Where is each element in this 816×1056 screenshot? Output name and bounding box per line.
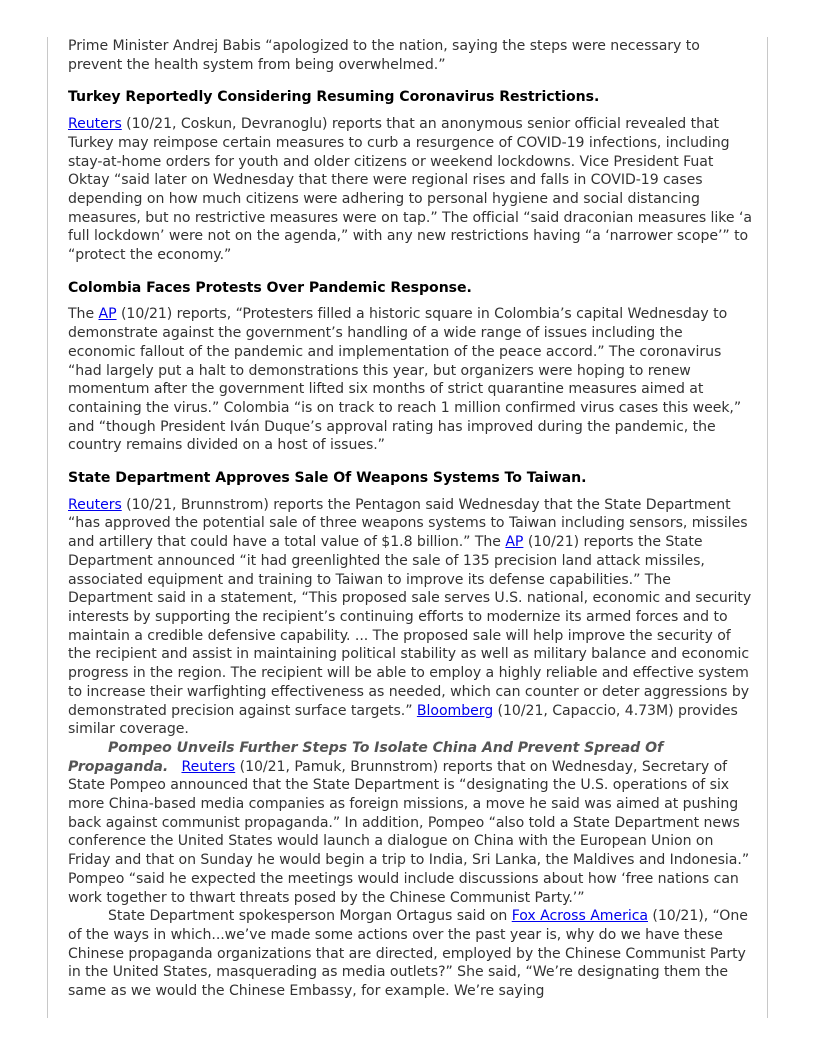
article-colombia-text: (10/21) reports, “Protesters filled a historic square in Colombia’s capital Wednesday to demonstrate against the government’s handling of a wide range of issues including the economic fallout of the pandemic and implementation of the peace accord.” The coronavirus “had largely put a halt to demonstrations this year, but organizers were hoping to renew momentum after the government lifted six months of strict quarantine measures aimed at containing the virus.” Colombia “is on track to reach 1 million confirmed virus cases this week,” and “though President Iván Duque’s approval rating has improved during the pandemic, the country remains divided on a host of issues.”: [68, 306, 742, 454]
article-pompeo-para2-text: (10/21), “One of the ways in which...we’ve made some actions over the past year is, why do we have these Chinese propaganda organizations that are directed, employed by the Chinese Communist Party in the United States, masquerading as media outlets?” She said, “We’re designating them the same as we would the Chinese Embassy, for example. We’re saying: [68, 908, 748, 1000]
article-colombia-prefix: The: [68, 306, 99, 323]
article-pompeo-paragraph-2: [68, 907, 752, 1001]
headline-taiwan: State Department Approves Sale Of Weapons Systems To Taiwan.: [68, 470, 587, 487]
article-pompeo-para2-prefix: State Department spokesperson Morgan Ortagus said on: [108, 908, 512, 925]
headline-colombia: Colombia Faces Protests Over Pandemic Response.: [68, 279, 472, 296]
article-taiwan-text-3: (10/21, Capaccio, 4.73M) provides similar coverage.: [68, 702, 738, 738]
link-reuters-taiwan[interactable]: Reuters: [68, 496, 122, 513]
article-taiwan-text-1: (10/21, Brunnstrom) reports the Pentagon said Wednesday that the State Department “has approved the potential sale of three weapons systems to Taiwan including sensors, missiles and artillery that could have a total value of $1.8 billion.” The: [68, 496, 748, 551]
document-content: [68, 37, 752, 1001]
article-pompeo-body: [68, 739, 752, 907]
link-reuters-turkey[interactable]: Reuters: [68, 116, 122, 133]
article-pompeo-text: (10/21, Pamuk, Brunnstrom) reports that on Wednesday, Secretary of State Pompeo announced that the State Department is “designating the U.S. operations of six more China-based media companies as foreign missions, a move he said was aimed at pushing back against communist propaganda.” In addition, Pompeo “also told a State Department news conference the United States would launch a dialogue on China with the European Union on Friday and that on Sunday he would begin a trip to India, Sri Lanka, the Maldives and Indonesia.” Pompeo “said he expected the meetings would include discussions about how ‘free nations can work together to thwart threats posed by the Chinese Communist Party.’”: [68, 758, 750, 906]
article-colombia-body: [68, 305, 752, 455]
link-fox-across-america[interactable]: Fox Across America: [511, 908, 648, 925]
link-reuters-pompeo[interactable]: Reuters: [181, 758, 236, 775]
intro-paragraph: Prime Minister Andrej Babis “apologized to the nation, saying the steps were necessary to prevent the health system from being overwhelmed.”: [68, 38, 700, 73]
headline-turkey: Turkey Reportedly Considering Resuming Coronavirus Restrictions.: [68, 89, 600, 106]
headline-pompeo: Pompeo Unveils Further Steps To Isolate China And Prevent Spread Of Propaganda.: [68, 739, 664, 775]
link-bloomberg-taiwan[interactable]: Bloomberg: [416, 702, 494, 719]
document-page: [47, 37, 768, 1018]
article-taiwan-text-2: (10/21) reports the State Department announced “it had greenlighted the sale of 135 precision land attack missiles, associated equipment and training to Taiwan to improve its defense capabilities.” The Department said in a statement, “This proposed sale serves U.S. national, economic and security interests by supporting the recipient’s continuing efforts to modernize its armed forces and to maintain a credible defensive capability. ... The proposed sale will help improve the security of the recipient and assist in maintaining political stability as well as military balance and economic progress in the region. The recipient will be able to employ a highly reliable and effective system to increase their warfighting effectiveness as needed, which can counter or deter aggressions by demonstrated precision against surface targets.”: [68, 534, 752, 719]
article-turkey-text: (10/21, Coskun, Devranoglu) reports that an anonymous senior official revealed that Turkey may reimpose certain measures to curb a resurgence of COVID-19 infections, including stay-at-home orders for youth and older citizens or weekend lockdowns. Vice President Fuat Oktay “said later on Wednesday that there were regional rises and falls in COVID-19 cases depending on how much citizens were adhering to personal hygiene and social distancing measures, but no restrictive measures were on tap.” The official “said draconian measures like ‘a full lockdown’ were not on the agenda,” with any new restrictions having “a ‘narrower scope’” to “protect the economy.”: [68, 116, 752, 264]
article-taiwan-body: [68, 496, 752, 739]
article-turkey-body: [68, 115, 752, 265]
link-ap-colombia[interactable]: AP: [98, 306, 117, 323]
link-ap-taiwan[interactable]: AP: [505, 534, 524, 551]
